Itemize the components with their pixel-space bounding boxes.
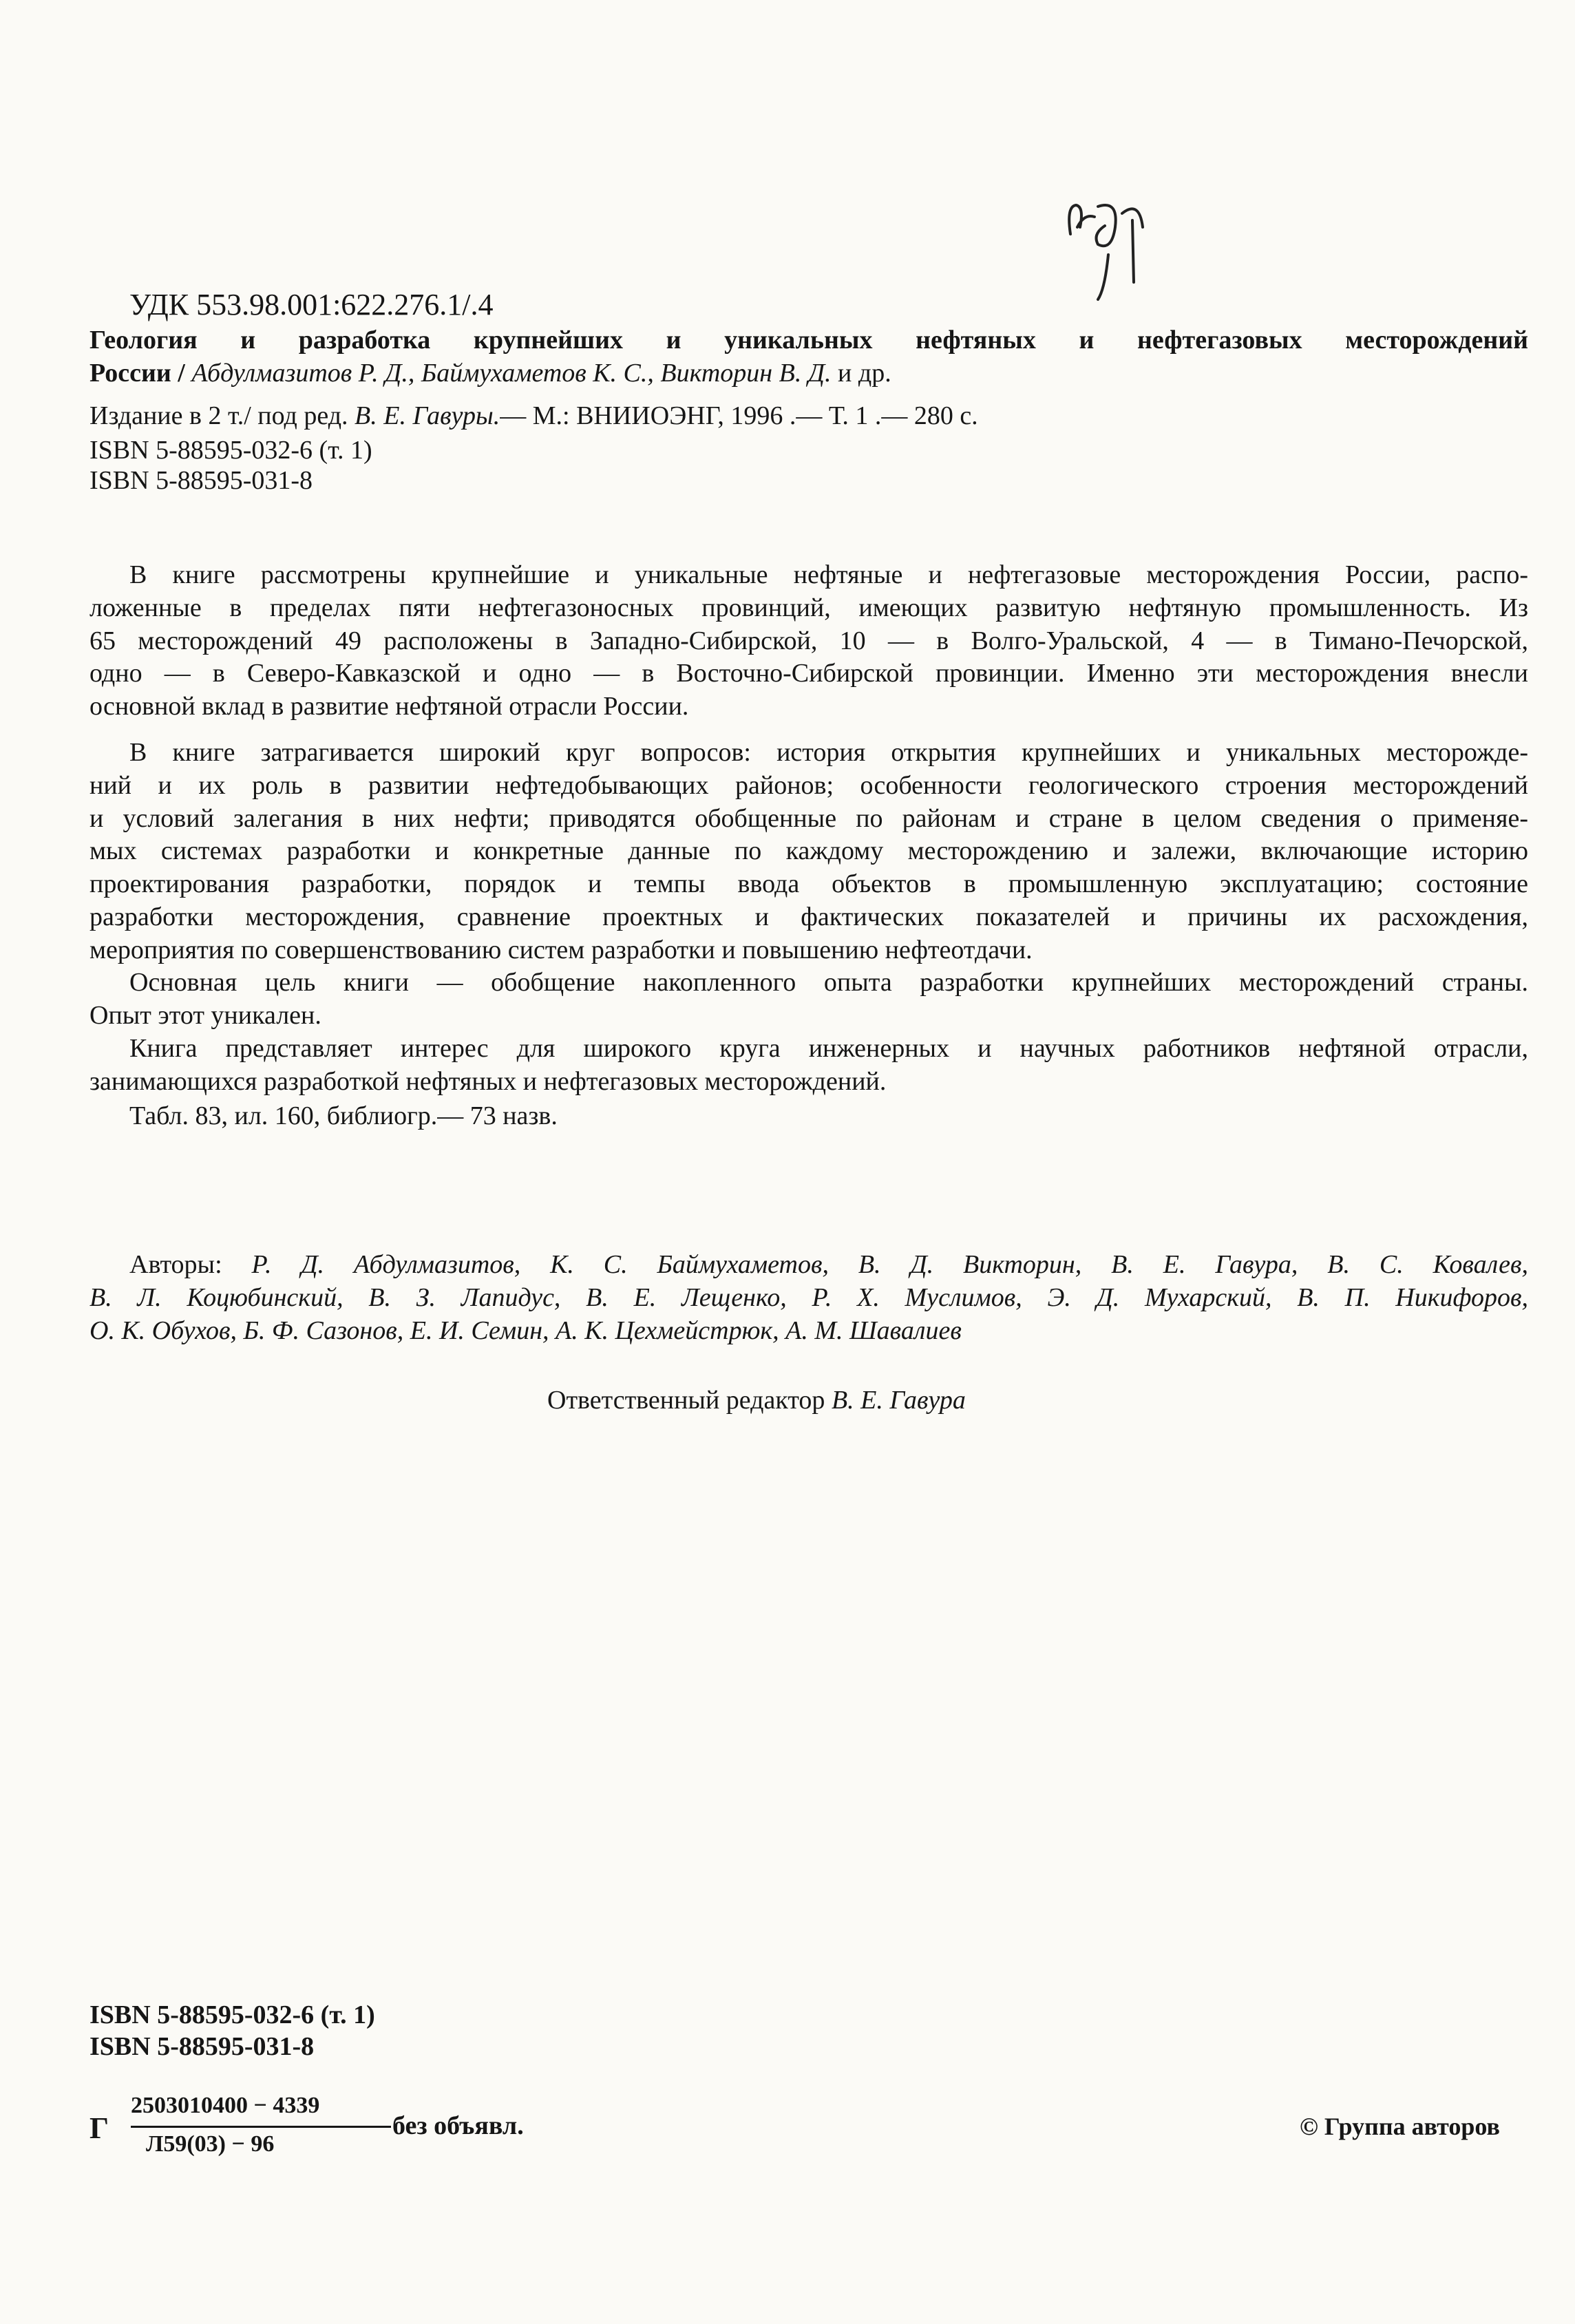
abstract-line: 65 месторождений 49 расположены в Западно-Сибирской, 10 — в Волго-Уральской, 4 — в Тимано-Печорской,: [89, 626, 1528, 655]
isbn-volume: ISBN 5-88595-032-6 (т. 1): [89, 436, 372, 465]
abstract-line: В книге рассмотрены крупнейшие и уникальные нефтяные и нефтегазовые месторождения России, распо-: [129, 560, 1528, 589]
abstract-line: В книге затрагивается широкий круг вопросов: история открытия крупнейших и уникальных месторожде-: [129, 738, 1528, 767]
abstract-line: ний и их роль в развитии нефтедобывающих районов; особенности геологического строения месторождений: [89, 770, 1528, 800]
abstract-line: Табл. 83, ил. 160, библиогр.— 73 назв.: [129, 1101, 558, 1130]
editor-name: В. Е. Гавура: [831, 1386, 966, 1415]
authors-line: В. Л. Коцюбинский, В. З. Лапидус, В. Е. Лещенко, Р. Х. Муслимов, Э. Д. Мухарский, В. П. Никифоров,: [89, 1282, 1528, 1312]
responsible-editor: [547, 1384, 966, 1417]
book-title-line1: Геология и разработка крупнейших и уникальных нефтяных и нефтегазовых месторождений: [89, 326, 1528, 355]
edition-publisher: — М.: ВНИИОЭНГ, 1996 .— Т. 1 .— 280 с.: [500, 401, 978, 430]
edition-prefix: Издание в 2 т./ под ред.: [89, 401, 355, 430]
code-note: без объявл.: [392, 2111, 524, 2140]
code-numerator: 2503010400 − 4339: [131, 2093, 320, 2118]
authors-label: Авторы:: [129, 1250, 252, 1279]
abstract-line: разработки месторождения, сравнение проектных и фактических показателей и причины их расхождения,: [89, 902, 1528, 931]
book-title-authors: Абдулмазитов Р. Д., Баймухаметов К. С., Викторин В. Д.: [191, 359, 832, 388]
abstract-line: Книга представляет интерес для широкого круга инженерных и научных работников нефтяной отрасли,: [129, 1034, 1528, 1063]
abstract-line: мероприятия по совершенствованию систем разработки и повышению нефтеотдачи.: [89, 935, 1033, 964]
authors-line: О. К. Обухов, Б. Ф. Сазонов, Е. И. Семин, А. К. Цехмейстрюк, А. М. Шавалиев: [89, 1316, 962, 1345]
code-denominator: Л59(03) − 96: [146, 2131, 275, 2157]
authors-names: Р. Д. Абдулмазитов, К. С. Баймухаметов, В. Д. Викторин, В. Е. Гавура, В. С. Ковалев,: [251, 1250, 1528, 1279]
abstract-line: ложенные в пределах пяти нефтегазоносных провинций, имеющих развитую нефтяную промышленность. Из: [89, 593, 1528, 622]
book-title-etal: и др.: [831, 359, 891, 388]
book-title-line2: [89, 357, 1528, 390]
code-fraction-bar: [131, 2126, 391, 2128]
abstract-line: одно — в Северо-Кавказской и одно — в Восточно-Сибирской провинции. Именно эти месторождения внесли: [89, 659, 1528, 688]
book-title-country: России /: [89, 359, 192, 388]
edition-editor: В. Е. Гавуры.: [355, 401, 500, 430]
bottom-isbn-set: ISBN 5-88595-031-8: [89, 2032, 315, 2061]
abstract-line: и условий залегания в них нефти; приводятся обобщенные по районам и стране в целом сведения о применяе-: [89, 803, 1528, 833]
abstract-line: проектирования разработки, порядок и темпы ввода объектов в промышленную эксплуатацию; состояние: [89, 869, 1528, 899]
abstract-line: мых системах разработки и конкретные данные по каждому месторождению и залежи, включающие историю: [89, 836, 1528, 866]
abstract-paragraph-4: [89, 1033, 1528, 1099]
bottom-isbn-volume: ISBN 5-88595-032-6 (т. 1): [89, 2000, 375, 2029]
abstract-line: занимающихся разработкой нефтяных и нефтегазовых месторождений.: [89, 1066, 887, 1096]
authors-block: [89, 1249, 1528, 1347]
abstract-paragraph-1: [89, 559, 1528, 723]
abstract-line: Опыт этот уникален.: [89, 1000, 321, 1030]
code-letter: Г: [89, 2111, 109, 2145]
authors-line: [89, 1249, 1528, 1282]
udk-code: УДК 553.98.001:622.276.1/.4: [129, 288, 494, 321]
copyright-notice: © Группа авторов: [1300, 2113, 1500, 2140]
abstract-paragraph-2: [89, 737, 1528, 967]
abstract-line: основной вклад в развитие нефтяной отрасли России.: [89, 692, 689, 721]
edition-info: [89, 399, 1528, 432]
editor-label: Ответственный редактор: [547, 1386, 832, 1415]
isbn-set: ISBN 5-88595-031-8: [89, 466, 313, 495]
abstract-paragraph-5: [89, 1100, 1528, 1133]
handwritten-note: [1057, 186, 1160, 303]
abstract-line: Основная цель книги — обобщение накопленного опыта разработки крупнейших месторождений страны.: [129, 968, 1528, 997]
abstract-paragraph-3: [89, 966, 1528, 1033]
